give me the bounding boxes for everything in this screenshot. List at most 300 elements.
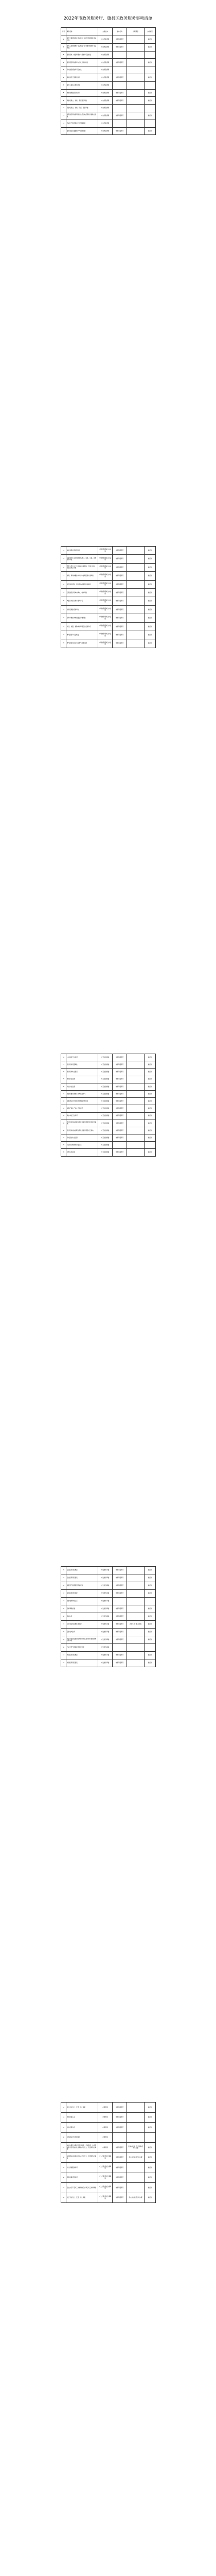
table-cell: 市教育局	[98, 2123, 113, 2133]
table-cell: 59	[61, 2163, 66, 2173]
table-cell: 市政务服务厅	[113, 555, 127, 563]
table-cell: 62	[61, 2193, 66, 2203]
table-cell: 需实地核查后方可办理	[127, 2153, 145, 2163]
table-cell: 市人力资源社会保障局	[98, 2173, 113, 2183]
table-cell: 市自然资源局	[98, 81, 113, 89]
table-cell	[127, 1582, 145, 1590]
table-cell: 32	[61, 1098, 66, 1105]
table-cell: 市城市管理综合执法局	[98, 547, 113, 555]
table-cell: 市发展改革委	[98, 1613, 113, 1621]
table-cell: 61	[61, 2183, 66, 2193]
table-cell: 建设工程规划类许可证核发（乡村建设规划许可证核发）	[66, 43, 98, 51]
table-cell: 承诺件	[145, 112, 156, 120]
table-cell: 实施职业技能培训的民办学校设立、变更和终止审批	[66, 2153, 98, 2163]
table-row	[61, 580, 156, 588]
table-cell	[127, 563, 145, 571]
table-cell: 企业投资项目备案	[66, 1574, 98, 1582]
table-cell: 58	[61, 2153, 66, 2163]
table-page-3	[61, 1054, 156, 1157]
table-cell: 市政务服务厅	[113, 1054, 127, 1061]
table-cell: 市政务服务厅	[113, 59, 127, 66]
table-cell	[127, 597, 145, 605]
table-cell: 41	[61, 1574, 66, 1582]
table-cell: 承诺件	[145, 97, 156, 105]
table-cell: 设置大型户外广告及在城市建筑物、设施上悬挂、张贴宣传品审批	[66, 563, 98, 571]
table-cell: 市教育局	[98, 2103, 113, 2113]
table-cell: 市政务服务厅	[113, 1582, 127, 1590]
table-cell	[127, 1629, 145, 1636]
table-cell: 10	[61, 105, 66, 112]
table-row	[61, 2123, 156, 2133]
table-cell: 市城市管理综合执法局	[98, 555, 113, 563]
table-page-5	[61, 2102, 156, 2203]
table-cell: 市城市管理综合执法局	[98, 614, 113, 622]
table-cell	[127, 51, 145, 59]
table-cell	[113, 51, 127, 59]
table-row	[61, 1605, 156, 1613]
table-cell: 市自然资源局	[98, 105, 113, 112]
table-cell: 承诺件	[145, 614, 156, 622]
table-cell: 护士执业注册	[66, 1083, 98, 1090]
table-cell: 建设项目压覆重要矿产资源审批	[66, 127, 98, 135]
table-cell: 市政务服务厅	[113, 1061, 127, 1069]
table-cell: 8	[61, 89, 66, 97]
table-cell: 市自然资源局	[98, 97, 113, 105]
table-cell: 市自然资源局	[98, 89, 113, 97]
table-cell: 承诺件	[145, 622, 156, 631]
table-cell: 放射源诊疗技术和医用辐射机构许可	[66, 1098, 98, 1105]
document-title: 2022年市政务服务厅、旗县区政务服务事项清单	[63, 16, 153, 21]
table-cell: 市政务服务厅	[113, 2123, 127, 2133]
table-cell: 承诺件	[145, 639, 156, 648]
table-cell: 54	[61, 2112, 66, 2123]
table-cell: 市人力资源社会保障局	[98, 2193, 113, 2203]
table-row	[61, 572, 156, 580]
table-cell: 市政务服务厅	[113, 112, 127, 120]
table-cell: 市政务服务厅	[113, 97, 127, 105]
table-cell	[127, 1105, 145, 1112]
table-cell	[127, 1069, 145, 1076]
table-cell: 26	[61, 1054, 66, 1061]
table-cell: 承诺件	[145, 1120, 156, 1127]
table-cell: 60	[61, 2173, 66, 2183]
table-row	[61, 563, 156, 571]
table-row	[61, 1629, 156, 1636]
table-cell: 市政务服务厅	[113, 1083, 127, 1090]
table-cell: 城市建筑垃圾处置核准	[66, 547, 98, 555]
table-cell: 市卫生健康委	[98, 1127, 113, 1134]
table-row	[61, 597, 156, 605]
table-cell: 市政务服务厅	[113, 74, 127, 81]
table-cell: 劳务派遣经营许可	[66, 2173, 98, 2183]
table-cell: 27	[61, 1061, 66, 1069]
table-cell: 市城市管理综合执法局	[98, 580, 113, 588]
table-cell: 市政务服务厅	[113, 622, 127, 631]
table-cell: 13	[61, 127, 66, 135]
table-cell	[127, 97, 145, 105]
table-cell: 承诺件	[145, 1636, 156, 1644]
table-cell: 承诺件	[145, 1629, 156, 1636]
table-cell: 承诺件	[145, 1659, 156, 1667]
table-row	[61, 622, 156, 631]
table-row	[61, 2132, 156, 2143]
table-cell: 国有建设用地使用权出让后土地使用权分割转让批准	[66, 112, 98, 120]
table-cell: 燃气经营许可证核发	[66, 631, 98, 639]
table-cell: 新建不能满足管道保护要求的石油天然气管道防护方案审批	[66, 1636, 98, 1644]
table-row	[61, 1659, 156, 1667]
table-cell: 1	[61, 36, 66, 44]
table-row	[61, 1636, 156, 1644]
table-row	[61, 1598, 156, 1605]
table-cell	[127, 1061, 145, 1069]
table-cell	[127, 89, 145, 97]
table-row	[61, 120, 156, 127]
table-cell: 承诺件	[145, 580, 156, 588]
table-cell: 市政务服务厅	[113, 1567, 127, 1574]
table-cell: 16	[61, 563, 66, 571]
table-cell: 承诺件	[145, 1134, 156, 1142]
table-cell: 市城市管理综合执法局	[98, 597, 113, 605]
table-cell	[127, 2112, 145, 2123]
table-cell: 市自然资源局	[98, 120, 113, 127]
table-cell: 23	[61, 622, 66, 631]
table-cell: 承诺件	[145, 631, 156, 639]
table-cell: 承诺件	[145, 59, 156, 66]
table-cell: 实施中等及中等以下学历教育、学前教育、自学考试助学及其他文化教育的学校设立、变更和终止审批	[66, 2143, 98, 2153]
table-cell: 消毒产品生产企业卫生许可	[66, 1105, 98, 1112]
table-cell: 特殊车辆在城市道路上行驶审批	[66, 614, 98, 622]
table-cell: 承诺件	[145, 1590, 156, 1598]
table-cell: 医疗机构执业登记	[66, 1069, 98, 1076]
table-cell: 承诺件	[145, 74, 156, 81]
table-cell	[127, 1598, 145, 1605]
table-cell: 市政务服务厅	[113, 2103, 127, 2113]
table-cell: 45	[61, 1605, 66, 1613]
table-cell	[127, 588, 145, 597]
table-cell: 需实地核查、专家评审后方可办理	[127, 2143, 145, 2153]
table-row	[61, 1054, 156, 1061]
table-cell: 53	[61, 2103, 66, 2113]
table-cell: 市卫生健康委	[98, 1142, 113, 1149]
table-cell: 招标事项核准	[66, 1605, 98, 1613]
table-cell: 50	[61, 1644, 66, 1652]
table-cell: 20	[61, 597, 66, 605]
table-cell: 市政务服务厅	[113, 1149, 127, 1156]
table-cell: 市人力资源社会保障局	[98, 2163, 113, 2173]
table-cell: 承诺件	[145, 1605, 156, 1613]
table-cell: 市发展改革委	[98, 1621, 113, 1629]
table-cell: 市政务服务厅	[113, 1134, 127, 1142]
table-cell: 2	[61, 43, 66, 51]
table-cell: 市政务服务厅	[113, 639, 127, 648]
table-row	[61, 1061, 156, 1069]
table-cell	[127, 631, 145, 639]
table-cell: 38	[61, 1142, 66, 1149]
table-cell: 市人力资源社会保障局	[98, 2153, 113, 2163]
table-cell	[127, 2173, 145, 2183]
table-cell: 企业实行不定时工作制和综合计算工时工作制审批	[66, 2183, 98, 2193]
table-cell: 市城市管理综合执法局	[98, 572, 113, 580]
table-cell: 承诺件	[145, 1149, 156, 1156]
table-cell: 承诺件	[145, 36, 156, 44]
table-cell: 市政务服务厅	[113, 1120, 127, 1127]
table-cell: 企业投资项目核准	[66, 1567, 98, 1574]
table-row	[61, 605, 156, 614]
table-cell: 市政务服务厅	[113, 614, 127, 622]
table-cell	[127, 572, 145, 580]
table-cell: 市卫生健康委	[98, 1112, 113, 1120]
table-row	[61, 1621, 156, 1629]
table-cell	[113, 2132, 127, 2143]
table-cell: 市发展改革委	[98, 1605, 113, 1613]
table-cell: 市自然资源局	[98, 51, 113, 59]
table-cell: 承诺件	[145, 2112, 156, 2123]
table-row	[61, 1112, 156, 1120]
table-cell: 市政务服务厅	[113, 1069, 127, 1076]
table-cell: 开采矿产资源划定矿区范围批准	[66, 120, 98, 127]
table-cell: 探矿权新立、延续、保留、变更审批	[66, 105, 98, 112]
table-page-2	[61, 546, 156, 648]
table-cell: 18	[61, 580, 66, 588]
table-row	[61, 1613, 156, 1621]
column-header: 办理情形	[127, 28, 145, 36]
table-cell	[127, 622, 145, 631]
table-cell: 承诺件	[145, 597, 156, 605]
table-cell	[127, 2183, 145, 2193]
table-cell	[145, 81, 156, 89]
table-cell: 外商投资项目备案	[66, 1659, 98, 1667]
table-cell: 5	[61, 66, 66, 74]
table-cell: 市发展改革委	[98, 1598, 113, 1605]
table-cell: 供水单位卫生许可	[66, 1112, 98, 1120]
table-cell: 承诺件	[145, 1127, 156, 1134]
table-cell: 市政务服务厅	[113, 89, 127, 97]
table-row	[61, 1134, 156, 1142]
table-cell: 拆除、移动城镇排水与污水处理设施方案审核	[66, 572, 98, 580]
table-cell: 市自然资源局	[98, 112, 113, 120]
table-cell: 56	[61, 2132, 66, 2143]
table-cell: 市发展改革委	[98, 1590, 113, 1598]
table-row	[61, 1582, 156, 1590]
table-cell: 市发展改革委	[98, 1652, 113, 1659]
table-cell: 测绘地理信息行政许可	[66, 89, 98, 97]
table-cell: 市政务服务厅	[113, 2183, 127, 2193]
table-cell	[113, 1598, 127, 1605]
table-cell	[127, 105, 145, 112]
table-cell: 市政务服务厅	[113, 1098, 127, 1105]
table-cell: 市自然资源局	[98, 43, 113, 51]
table-cell: 市城市管理综合执法局	[98, 588, 113, 597]
table-cell: 需实地核查后方可办理	[127, 2193, 145, 2203]
table-cell: 7	[61, 81, 66, 89]
table-cell: 51	[61, 1652, 66, 1659]
table-cell: 市发展改革委	[98, 1574, 113, 1582]
table-cell: 承诺件	[145, 1098, 156, 1105]
table-cell	[127, 2103, 145, 2113]
table-cell: 承诺件	[145, 1054, 156, 1061]
table-cell: 35	[61, 1120, 66, 1127]
table-cell: 改变绿化规划、绿化用地的使用性质审批	[66, 580, 98, 588]
table-cell: 市政务服务厅	[113, 597, 127, 605]
table-cell	[127, 555, 145, 563]
table-row	[61, 2153, 156, 2163]
table-cell: 市政务服务厅	[113, 563, 127, 571]
table-cell: 医疗机构设置审批	[66, 1061, 98, 1069]
table-row	[61, 2103, 156, 2113]
table-cell: 市政务服务厅	[113, 1613, 127, 1621]
table-row	[61, 588, 156, 597]
table-cell	[127, 1112, 145, 1120]
table-cell: 市卫生健康委	[98, 1083, 113, 1090]
table-cell: 4	[61, 59, 66, 66]
table-cell	[127, 1644, 145, 1652]
table-cell: 承诺件	[145, 1567, 156, 1574]
table-cell: 市教育局	[98, 2143, 113, 2153]
table-row	[61, 1090, 156, 1097]
table-cell: 市政务服务厅	[113, 1590, 127, 1598]
table-cell: 承诺件	[145, 2143, 156, 2153]
table-cell: 49	[61, 1636, 66, 1644]
table-cell: 承诺件	[145, 2103, 156, 2113]
table-cell: 外商投资项目核准	[66, 1652, 98, 1659]
table-row	[61, 1149, 156, 1156]
table-cell	[127, 614, 145, 622]
table-cell: 石油天然气管道建设项目审批	[66, 1644, 98, 1652]
table-cell: 市教育局	[98, 2132, 113, 2143]
table-cell: 市自然资源局	[98, 36, 113, 44]
table-cell: 民办学校设立、变更、终止审批	[66, 2103, 98, 2113]
table-cell: 乡村医生执业注册	[66, 1134, 98, 1142]
table-cell: 市卫生健康委	[98, 1134, 113, 1142]
table-cell: 采矿权新立、延续、变更登记审批	[66, 97, 98, 105]
table-row	[61, 2112, 156, 2123]
table-cell: 市卫生健康委	[98, 1098, 113, 1105]
table-cell: 市政务服务厅	[113, 1574, 127, 1582]
column-header: 事项名称	[66, 28, 98, 36]
table-cell: 3	[61, 51, 66, 59]
table-cell: 市政务服务厅	[113, 36, 127, 44]
table-cell	[127, 81, 145, 89]
table-cell: 14	[61, 547, 66, 555]
table-cell	[127, 36, 145, 44]
table-cell	[127, 1090, 145, 1097]
table-cell: 承诺件	[145, 1621, 156, 1629]
table-cell	[127, 112, 145, 120]
table-cell	[127, 43, 145, 51]
table-row	[61, 547, 156, 555]
table-cell: 21	[61, 605, 66, 614]
table-cell: 教师资格认定	[66, 2112, 98, 2123]
table-header-row	[61, 28, 156, 36]
table-cell: 24	[61, 631, 66, 639]
table-cell: 33	[61, 1105, 66, 1112]
table-cell: 市发展改革委	[98, 1636, 113, 1644]
table-cell	[127, 1098, 145, 1105]
table-cell: 市卫生健康委	[98, 1105, 113, 1112]
table-cell: 市卫生健康委	[98, 1120, 113, 1127]
table-cell: 48	[61, 1629, 66, 1636]
table-cell: 市发展改革委	[98, 1629, 113, 1636]
table-cell: 承诺件	[145, 563, 156, 571]
table-cell: 市政务服务厅	[113, 1105, 127, 1112]
table-cell: 40	[61, 1567, 66, 1574]
table-cell: 市卫生健康委	[98, 1090, 113, 1097]
table-cell	[113, 81, 127, 89]
column-header: 办件类型	[145, 28, 156, 36]
table-cell: 承诺件	[145, 2193, 156, 2203]
table-row	[61, 1127, 156, 1134]
table-row	[61, 1069, 156, 1076]
column-header: 实施主体	[98, 28, 113, 36]
table-cell	[127, 59, 145, 66]
table-cell: 市政务服务厅	[113, 43, 127, 51]
table-cell: 44	[61, 1598, 66, 1605]
table-row	[61, 555, 156, 563]
table-row	[61, 127, 156, 135]
table-row	[61, 66, 156, 74]
table-cell: 承诺件	[145, 2183, 156, 2193]
table-cell	[127, 580, 145, 588]
table-row	[61, 51, 156, 59]
table-cell	[127, 1083, 145, 1090]
table-row	[61, 1083, 156, 1090]
table-cell: 承诺件	[145, 2163, 156, 2173]
table-cell	[145, 120, 156, 127]
table-cell: 医疗机构放射性职业病危害建设项目竣工验收	[66, 1127, 98, 1134]
table-cell: 25	[61, 639, 66, 648]
table-cell: 医疗机构放射性职业病危害建设项目预评价报告审核	[66, 1120, 98, 1127]
table-cell: 43	[61, 1590, 66, 1598]
table-cell	[127, 1605, 145, 1613]
table-cell: 城镇污水排入排水管网许可	[66, 597, 98, 605]
table-cell: 固定资产投资项目节能审查	[66, 1582, 98, 1590]
table-cell	[127, 1127, 145, 1134]
table-row	[61, 1098, 156, 1105]
table-cell: 承诺件	[145, 555, 156, 563]
table-row	[61, 2173, 156, 2183]
table-cell: 承诺件	[145, 1061, 156, 1069]
table-cell: 市政务服务厅	[113, 547, 127, 555]
table-cell	[127, 2132, 145, 2143]
table-row	[61, 36, 156, 44]
table-row	[61, 1652, 156, 1659]
table-cell: 市城市管理综合执法局	[98, 563, 113, 571]
table-cell: 市政务服务厅	[113, 2112, 127, 2123]
table-cell: 承诺件	[145, 89, 156, 97]
table-cell: 公共场所卫生许可	[66, 1054, 98, 1061]
table-cell: 市政务服务厅	[113, 1621, 127, 1629]
table-cell: 17	[61, 572, 66, 580]
table-cell: 市政务服务厅	[113, 1636, 127, 1644]
table-row	[61, 89, 156, 97]
table-cell: 承诺件	[145, 1105, 156, 1112]
table-row	[61, 1567, 156, 1574]
table-row	[61, 1574, 156, 1582]
table-row	[61, 631, 156, 639]
column-header: 序号	[61, 28, 66, 36]
table-row	[61, 614, 156, 622]
table-cell	[145, 1644, 156, 1652]
table-cell: 39	[61, 1149, 66, 1156]
table-cell: 市政务服务厅	[113, 2143, 127, 2153]
table-cell: 市发展改革委	[98, 1644, 113, 1652]
table-cell: 22	[61, 614, 66, 622]
table-cell: 承诺件	[145, 572, 156, 580]
table-cell: 市发展改革委	[98, 1567, 113, 1574]
table-cell: 工程建设涉及城市绿地、树木审批	[66, 588, 98, 597]
table-cell	[145, 105, 156, 112]
table-cell: 承诺件	[145, 1613, 156, 1621]
